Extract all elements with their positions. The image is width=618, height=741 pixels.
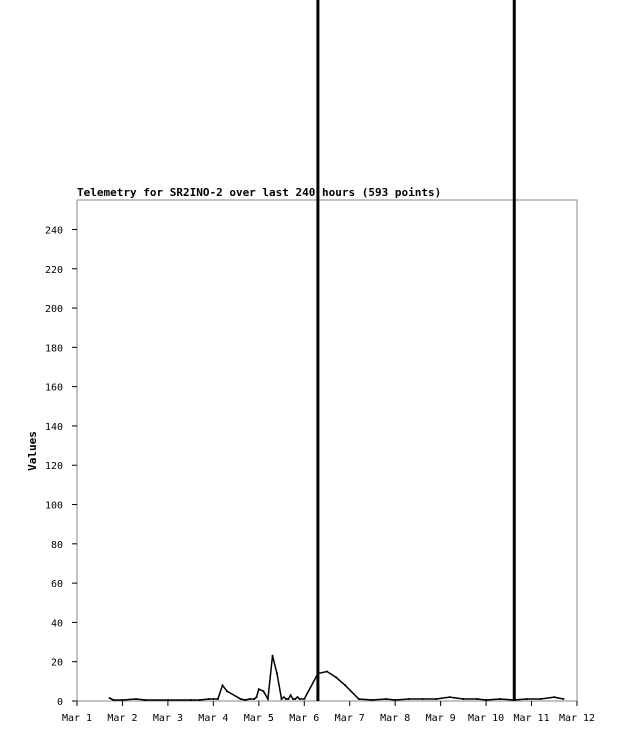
y-tick-label: 40	[50, 618, 63, 630]
marker-layer	[318, 0, 514, 701]
y-tick-label: 120	[44, 461, 63, 473]
data-point	[112, 699, 114, 701]
data-point	[262, 690, 264, 692]
data-point	[449, 696, 451, 698]
chart-title: Telemetry for SR2INO-2 over last 240 hours (593 points)	[77, 186, 442, 199]
data-point	[144, 699, 146, 701]
data-point	[290, 694, 292, 696]
y-tick-label: 20	[50, 657, 63, 669]
x-tick-label: Mar 6	[289, 713, 320, 724]
y-axis-label: Values	[26, 431, 39, 471]
data-point	[244, 699, 246, 701]
x-axis	[62, 701, 595, 724]
data-point	[485, 699, 487, 701]
y-tick-label: 60	[50, 579, 63, 591]
data-point	[226, 690, 228, 692]
data-point	[476, 698, 478, 700]
data-point	[335, 676, 337, 678]
data-point	[253, 698, 255, 700]
y-tick-label: 240	[44, 225, 63, 237]
data-point	[217, 698, 219, 700]
x-tick-label: Mar 5	[243, 713, 274, 724]
y-tick-label: 140	[44, 421, 63, 433]
y-tick-label: 160	[44, 382, 63, 394]
data-point	[272, 655, 274, 657]
x-tick-label: Mar 4	[198, 713, 229, 724]
data-point	[258, 688, 260, 690]
data-point	[372, 699, 374, 701]
data-point	[297, 696, 299, 698]
y-tick-label: 180	[44, 343, 63, 355]
data-point	[222, 684, 224, 686]
data-point	[190, 699, 192, 701]
data-point	[109, 697, 111, 699]
data-point	[276, 673, 278, 675]
data-point	[292, 698, 294, 700]
data-point	[240, 698, 242, 700]
data-point	[358, 698, 360, 700]
y-tick-label: 0	[56, 697, 63, 708]
data-point	[287, 698, 289, 700]
data-point	[499, 698, 501, 700]
data-point	[122, 699, 124, 701]
data-point	[562, 698, 564, 700]
x-tick-label: Mar 3	[152, 713, 183, 724]
x-tick-label: Mar 2	[107, 713, 138, 724]
data-point	[303, 698, 305, 700]
data-point	[256, 696, 258, 698]
y-tick-label: 100	[44, 500, 63, 512]
data-point	[344, 684, 346, 686]
data-point	[267, 698, 269, 700]
data-point	[435, 698, 437, 700]
data-point	[111, 698, 113, 700]
data-point	[299, 698, 301, 700]
x-tick-label: Mar 10	[468, 713, 505, 724]
data-point	[283, 696, 285, 698]
data-point	[462, 698, 464, 700]
data-point	[294, 698, 296, 700]
y-axis	[45, 225, 77, 708]
data-point	[208, 698, 210, 700]
x-tick-label: Mar 11	[513, 713, 550, 724]
data-point	[212, 698, 214, 700]
x-tick-label: Mar 8	[380, 713, 411, 724]
data-point	[385, 698, 387, 700]
x-tick-label: Mar 1	[61, 713, 93, 724]
data-point	[199, 699, 201, 701]
data-point	[408, 698, 410, 700]
data-point	[394, 699, 396, 701]
y-tick-label: 220	[44, 264, 63, 276]
x-tick-label: Mar 7	[334, 713, 365, 724]
data-point	[422, 698, 424, 700]
data-point	[167, 699, 169, 701]
data-point	[135, 698, 137, 700]
y-tick-label: 80	[50, 539, 63, 551]
data-point	[281, 698, 283, 700]
data-point	[553, 696, 555, 698]
data-point	[285, 698, 287, 700]
y-tick-label: 200	[44, 304, 63, 316]
data-point	[326, 671, 328, 673]
series-layer	[109, 655, 565, 701]
x-tick-label: Mar 12	[558, 713, 596, 724]
data-point	[540, 698, 542, 700]
data-point	[526, 698, 528, 700]
data-point	[249, 698, 251, 700]
x-tick-label: Mar 9	[425, 713, 456, 724]
plot-frame	[77, 200, 577, 701]
